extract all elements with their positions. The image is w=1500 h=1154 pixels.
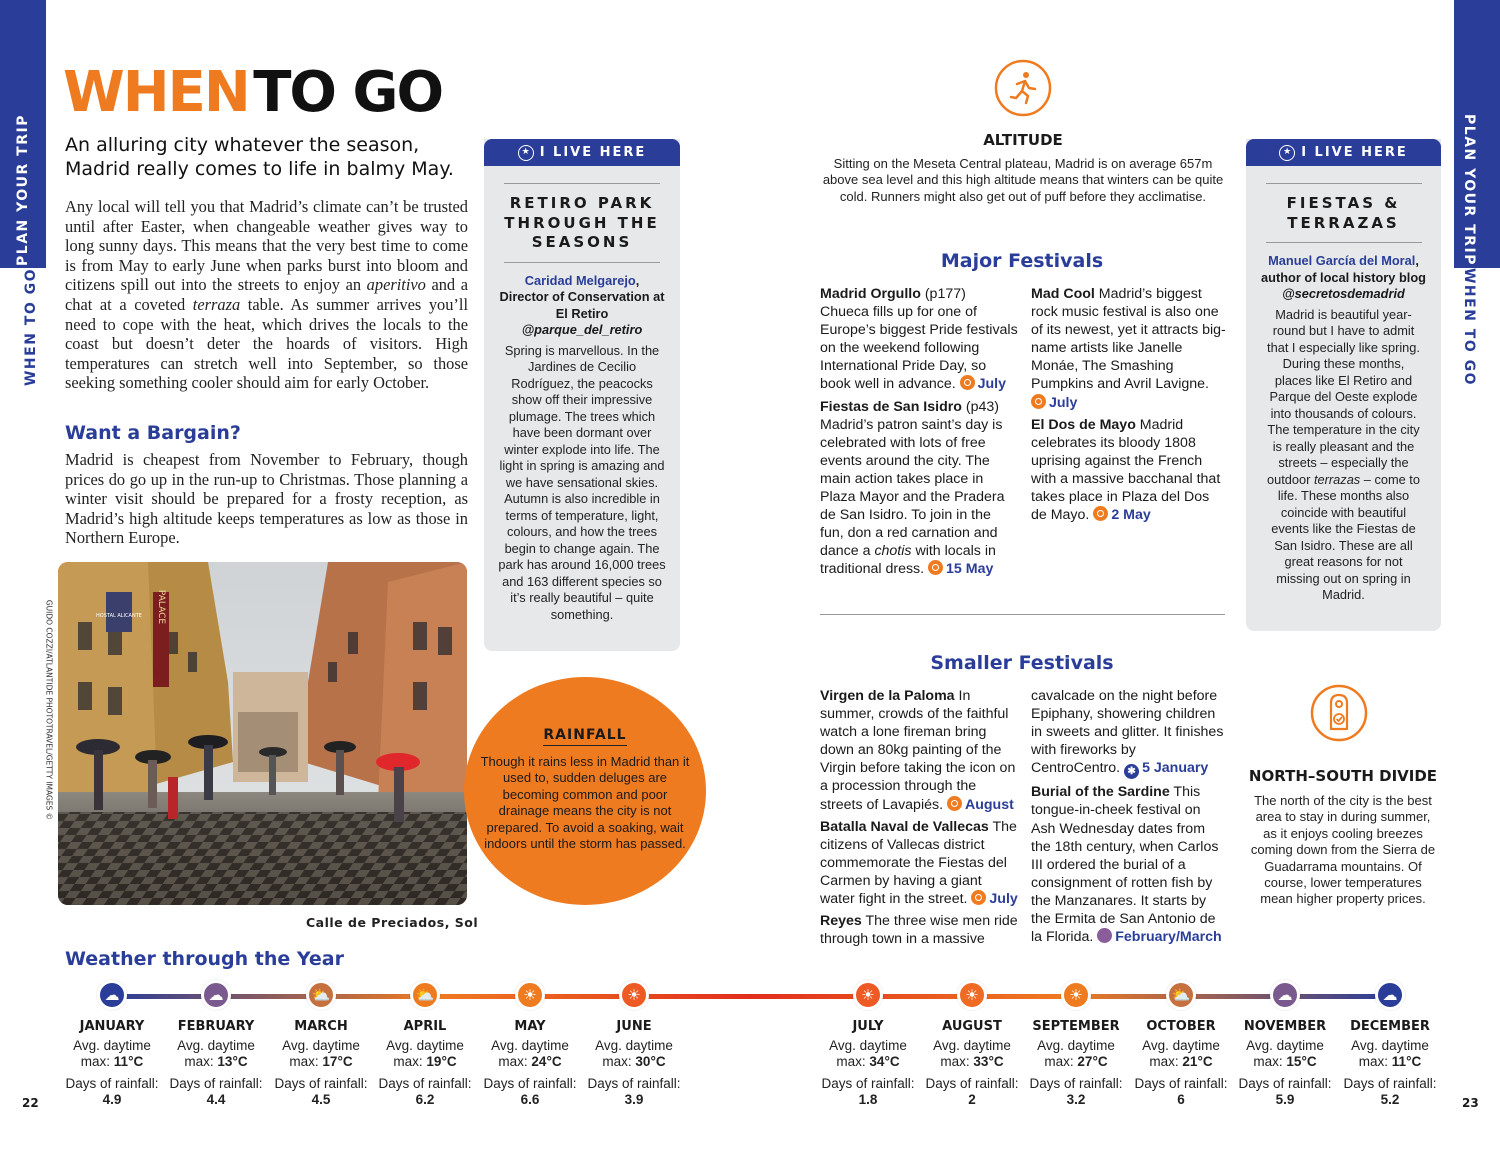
card-header: [1246, 139, 1441, 166]
month-label: MAY: [514, 1019, 546, 1034]
rainfall-body: Though it rains less in Madrid than it used to, sudden deluges are becoming common and poor drainage means the city is not prepared. To avoid a soaking, wait indoors until the storm has passed.: [480, 754, 690, 852]
sign-hostal: HOSTAL ALICANTE: [96, 613, 142, 619]
page-number-left: 22: [22, 1096, 39, 1110]
rain-days: Days of rainfall: 3.2: [1029, 1076, 1123, 1107]
bargain-heading: Want a Bargain?: [65, 422, 241, 444]
avg-temp: Avg. daytime max: 34°C: [829, 1038, 907, 1069]
bargain-body: Madrid is cheapest from November to February, though prices do go up in the run-up to Christmas. Those planning a winter visit should be prepared for a frosty reception, as Madrid’s high altitude keeps temperatures as low as those in Northern Europe.: [65, 450, 468, 548]
sun-icon: [1031, 394, 1046, 409]
avg-temp: Avg. daytime max: 27°C: [1037, 1038, 1115, 1069]
weather-month-march: [266, 980, 376, 1108]
sun-icon: ☀: [619, 980, 649, 1010]
sun-icon: ☀: [515, 980, 545, 1010]
festival-item: Mad Cool Madrid’s biggest rock music festival is also one of its newest, yet it attracts big-name artists like Janelle Monáe, The Smashing Pumpkins and Avril Lavigne. July: [1031, 286, 1226, 411]
month-label: NOVEMBER: [1243, 1019, 1327, 1034]
avg-temp: Avg. daytime max: 15°C: [1246, 1038, 1324, 1069]
festival-item: Fiestas de San Isidro (p43) Madrid’s patron saint’s day is celebrated with lots of free events around the city. The main action takes place in Plaza Mayor and the Pradera de San Isidro. To join in the fun, don a red carnation and dance a chotis with locals in traditional dress. 15 May: [820, 398, 1005, 578]
festival-item: El Dos de Mayo Madrid celebrates its bloody 1808 uprising against the French with a massive bacchanal that takes place in Plaza del Dos de Mayo. 2 May: [1031, 416, 1221, 524]
festival-item: Batalla Naval de Vallecas The citizens of Vallecas district commemorate the Fiestas del Carmen by having a giant water fight in the street. July: [820, 818, 1018, 908]
month-label: FEBRUARY: [177, 1019, 255, 1034]
card-title: FIESTAS & TERRAZAS: [1286, 194, 1401, 232]
star-badge-icon: ★: [1279, 145, 1295, 161]
north-south-body: The north of the city is the best area to stay in during summer, as it enjoys cooling breezes coming down from the Sierra de Guadarrama mountains. Of course, lower temperatures mean higher property prices.: [1250, 793, 1436, 907]
major-festivals-heading: Major Festivals: [940, 250, 1104, 272]
i-live-here-card-retiro: [484, 139, 680, 651]
weather-month-september: [1021, 980, 1131, 1108]
festival-item: Madrid Orgullo (p177) Chueca fills up for one of Europe’s biggest Pride festivals on the weekend following International Pride Day, so book well in advance. July: [820, 286, 1018, 393]
weather-month-november: [1230, 980, 1340, 1108]
snowflake-icon: [1124, 764, 1139, 779]
altitude-heading: ALTITUDE: [983, 131, 1063, 149]
smaller-festivals-col1: [820, 687, 1018, 952]
weather-month-june: [579, 980, 689, 1108]
month-label: APRIL: [403, 1019, 447, 1034]
weather-month-april: [370, 980, 480, 1108]
card-label: I LIVE HERE: [539, 145, 647, 160]
divider: [1266, 183, 1422, 184]
festival-item: cavalcade on the night before Epiphany, showering children in sweets and glitter. It finishes with fireworks by CentroCentro. ✱5 January: [1031, 687, 1226, 779]
rainfall-heading: RAINFALL: [543, 727, 626, 746]
weather-heading: Weather through the Year: [65, 948, 344, 970]
sun-icon: [960, 375, 975, 390]
card-label: I LIVE HERE: [1301, 145, 1408, 160]
festival-item: Burial of the Sardine This tongue-in-cheek festival on Ash Wednesday dates from the 18th century, when Carlos III ordered the burial of a consignment of rotten fish by the Manzanares. It starts by the Ermita de San Antonio de la Florida. February/March: [1031, 784, 1222, 946]
avg-temp: Avg. daytime max: 33°C: [933, 1038, 1011, 1069]
avg-temp: Avg. daytime max: 13°C: [177, 1038, 255, 1069]
sun-icon: [947, 796, 962, 811]
major-festivals-col2: [1031, 285, 1226, 528]
altitude-icon-wrap: [993, 58, 1053, 123]
weather-month-october: [1126, 980, 1236, 1108]
divider: [1266, 242, 1422, 243]
i-live-here-card-fiestas: [1246, 139, 1441, 631]
month-label: JANUARY: [79, 1019, 145, 1034]
card-attribution: Caridad Melgarejo, Director of Conservation at El Retiro @parque_del_retiro: [499, 272, 665, 337]
card-attribution: Manuel García del Moral, author of local history blog @secretosdemadrid: [1261, 253, 1426, 301]
rain-cloud-icon: ☁: [201, 980, 231, 1010]
rain-cloud-icon: ☁: [1375, 980, 1405, 1010]
rain-days: Days of rainfall: 6.2: [378, 1076, 472, 1107]
altitude-body: Sitting on the Meseta Central plateau, Madrid is on average 657m above sea level and this high altitude means that winters can be quite cold. Runners might also get out of puff before they acclimatise.: [822, 156, 1224, 204]
sun-icon: [971, 890, 986, 905]
month-label: JUNE: [616, 1019, 652, 1034]
rain-cloud-icon: ☁: [1270, 980, 1300, 1010]
rain-days: Days of rainfall: 6: [1134, 1076, 1228, 1107]
sun-icon: ☀: [1061, 980, 1091, 1010]
rain-days: Days of rainfall: 3.9: [587, 1076, 681, 1107]
right-section-label: PLAN YOUR TRIP: [1461, 114, 1477, 266]
sun-icon: ☀: [853, 980, 883, 1010]
sun-cloud-icon: ⛅: [306, 980, 336, 1010]
divider: [504, 183, 660, 184]
month-label: SEPTEMBER: [1032, 1019, 1120, 1034]
weather-month-december: [1335, 980, 1445, 1108]
rain-days: Days of rainfall: 5.2: [1343, 1076, 1437, 1107]
left-chapter-label: WHEN TO GO: [23, 267, 39, 387]
month-label: OCTOBER: [1146, 1019, 1216, 1034]
weather-month-february: [161, 980, 271, 1108]
north-south-heading: NORTH–SOUTH DIVIDE: [1248, 767, 1438, 785]
photo-credit: GUIDO COZZI/ATLANTIDE PHOTOTRAVEL/GETTY IMAGES ©: [44, 599, 54, 821]
rainfall-circle: [464, 677, 706, 905]
card-body: Madrid is beautiful year-round but I have to admit that I especially like spring. During these months, places like El Retiro and Parque del Oeste explode into thousands of colours. The temperature in the city is really pleasant and the streets – especially the outdoor terrazas – come to life. These months also coincide with beautiful events like the Fiestas de San Isidro. These are all great reasons for not missing out on spring in Madrid.: [1267, 306, 1420, 602]
left-section-label: PLAN YOUR TRIP: [15, 114, 31, 266]
sun-icon: ☀: [957, 980, 987, 1010]
rain-days: Days of rainfall: 6.6: [483, 1076, 577, 1107]
page-title: [63, 58, 442, 142]
rain-cloud-icon: ☁: [97, 980, 127, 1010]
title-part1: WHEN: [63, 60, 249, 125]
rain-days: Days of rainfall: 4.9: [65, 1076, 159, 1107]
intro-lead: An alluring city whatever the season, Madrid really comes to life in balmy May.: [65, 134, 454, 180]
avg-temp: Avg. daytime max: 11°C: [73, 1038, 151, 1069]
sun-cloud-icon: ⛅: [1166, 980, 1196, 1010]
page-number-right: 23: [1462, 1096, 1479, 1110]
avg-temp: Avg. daytime max: 19°C: [386, 1038, 464, 1069]
month-label: MARCH: [294, 1019, 348, 1034]
avg-temp: Avg. daytime max: 11°C: [1351, 1038, 1429, 1069]
title-part2: TO GO: [253, 60, 443, 125]
rain-days: Days of rainfall: 4.4: [169, 1076, 263, 1107]
street-photo: [58, 562, 467, 905]
right-chapter-label: WHEN TO GO: [1461, 267, 1477, 387]
month-label: JULY: [852, 1019, 884, 1034]
weather-month-may: [475, 980, 585, 1108]
weather-month-august: [917, 980, 1027, 1108]
divider: [504, 262, 660, 263]
avg-temp: Avg. daytime max: 30°C: [595, 1038, 673, 1069]
card-body: Spring is marvellous. In the Jardines de Cecilio Rodríguez, the peacocks show off their impressive plumage. The trees which have been dormant over winter explode into life. The light in spring is amazing and we have sensational skies. Autumn is also incredible in terms of temperature, light, colours, and how the trees begin to change again. The park has around 16,000 trees and 163 different species so it’s really beautiful – quite something.: [498, 342, 666, 622]
intro-body: Any local will tell you that Madrid’s climate can’t be trusted until after Easter, when changeable weather gives way to long sunny days. This means that the very best time to come is from May to early June when parks burst into bloom and citizens spill out into the streets to enjoy an aperitivo and a chat at a coveted terraza table. As summer arrives you’ll need to cope with the heat, which drives the locals to the coast but doesn’t deter the hoards of visitors. High temperatures can stretch well into September, so those seeking something cooler should aim for early October.: [65, 197, 468, 393]
avg-temp: Avg. daytime max: 24°C: [491, 1038, 569, 1069]
weather-month-january: [57, 980, 167, 1108]
major-festivals-col1: [820, 285, 1018, 583]
festival-item: Virgen de la Paloma In summer, crowds of the faithful watch a lone fireman bring down an 80kg painting of the Virgin before taking the icon on a procession through the streets of Lavapiés. August: [820, 688, 1016, 813]
smaller-festivals-heading: Smaller Festivals: [930, 652, 1114, 674]
smaller-festivals-col2: [1031, 687, 1226, 950]
rain-days: Days of rainfall: 1.8: [821, 1076, 915, 1107]
sun-cloud-icon: ⛅: [410, 980, 440, 1010]
sun-icon: [928, 560, 943, 575]
north-south-icon-wrap: [1309, 683, 1369, 748]
weather-month-july: [813, 980, 923, 1108]
sign-palace: PALACE: [156, 589, 166, 625]
card-title: RETIRO PARK THROUGH THE SEASONS: [504, 194, 660, 251]
festival-item: Reyes The three wise men ride through town in a massive: [820, 913, 1018, 948]
month-label: AUGUST: [942, 1019, 1002, 1034]
avg-temp: Avg. daytime max: 17°C: [282, 1038, 360, 1069]
star-badge-icon: ★: [518, 145, 534, 161]
card-header: [484, 139, 680, 166]
month-label: DECEMBER: [1350, 1019, 1430, 1034]
rain-days: Days of rainfall: 4.5: [274, 1076, 368, 1107]
rain-days: Days of rainfall: 2: [925, 1076, 1019, 1107]
runner-icon: [993, 58, 1053, 118]
avg-temp: Avg. daytime max: 21°C: [1142, 1038, 1220, 1069]
sun-icon: [1093, 506, 1108, 521]
door-hanger-icon: [1309, 683, 1369, 743]
festivals-divider: [820, 614, 1225, 615]
mixed-weather-icon: [1097, 928, 1112, 943]
rain-days: Days of rainfall: 5.9: [1238, 1076, 1332, 1107]
photo-caption: Calle de Preciados, Sol: [306, 915, 479, 930]
